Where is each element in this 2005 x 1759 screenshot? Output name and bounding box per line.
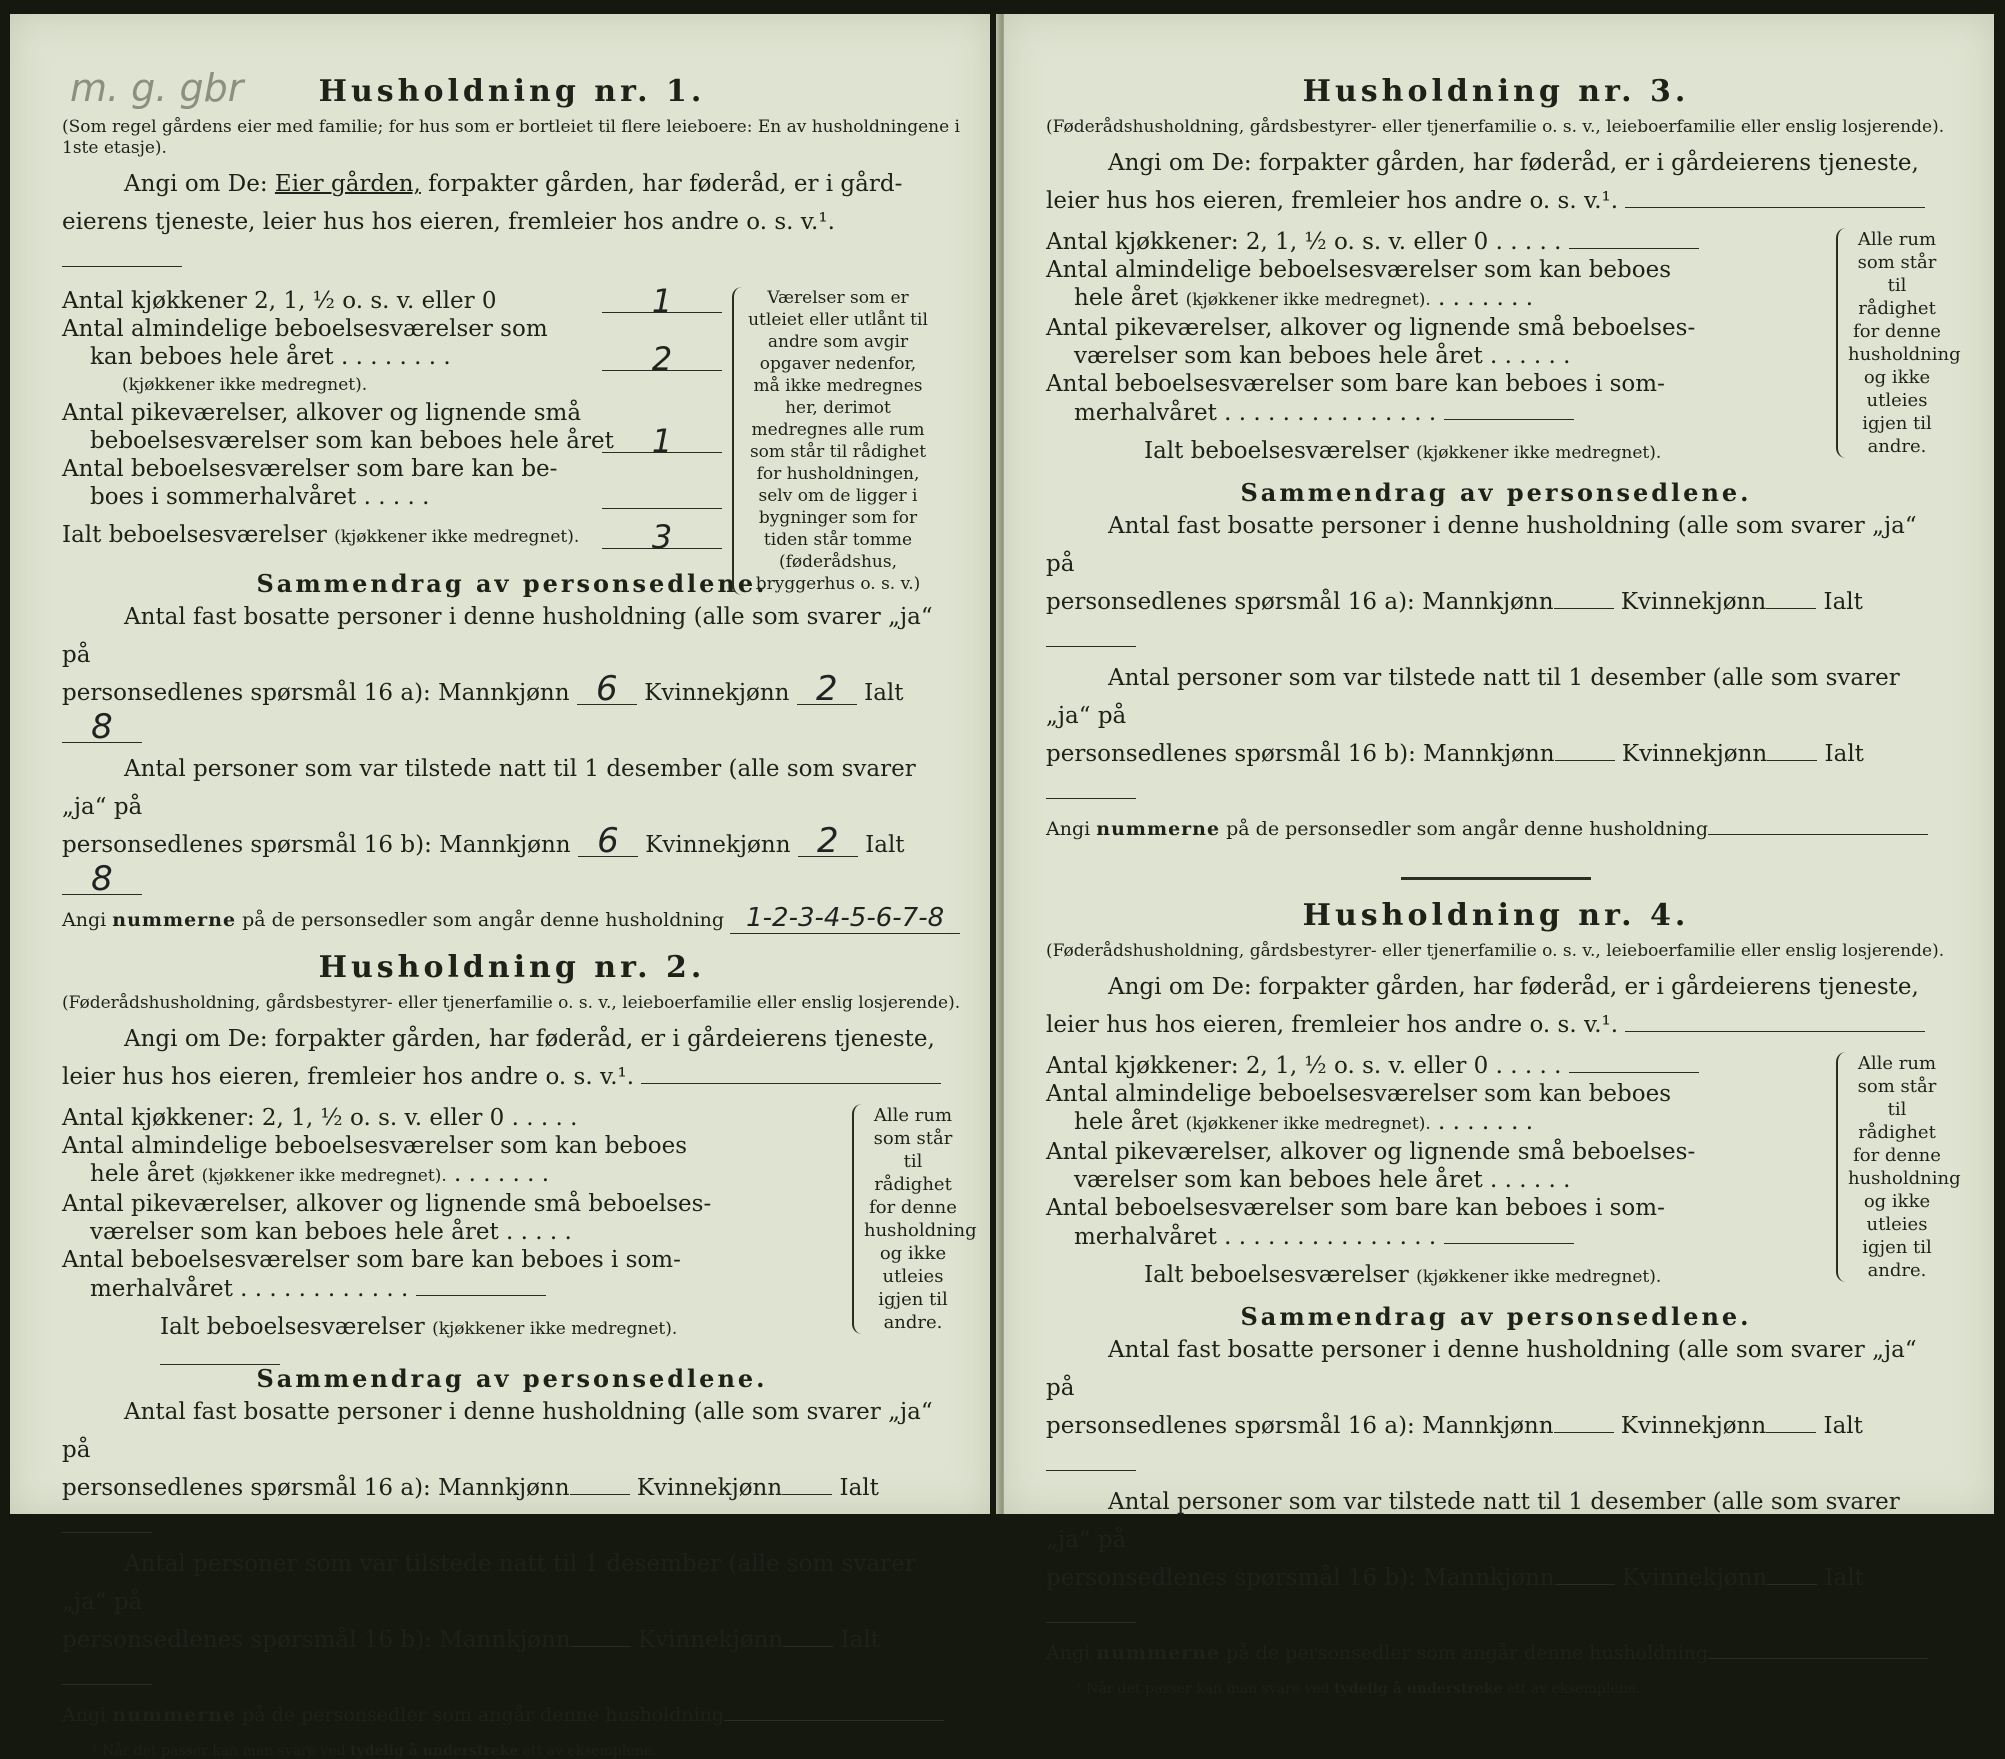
nummerne-row-1: Angi nummerne på de personsedler som angår denne husholdning 1-2-3-4-5-6-7-8	[62, 902, 962, 938]
household-2-side-note: Alle rum som står til rådighet for denne husholdning og ikke utleies igjen til andre.	[852, 1104, 962, 1334]
footnote-left: ¹ Når det passer kan man svare ved tydelig å understreke ett av eksemplene.	[92, 1743, 657, 1759]
household-3-rooms: Antal kjøkkener: 2, 1, ½ o. s. v. eller 0 . . . . . Antal almindelige beboelsesværelser som kan beboes hele året (kjøkkener ikke medregnet). . . . . . . . Antal pikeværelser, alkover og lignende små beboelses- værelser som kan beboes hele året . . . . . . Antal beboelsesværelser som bare kan beboes i som- merhalvåret . . . . . . . . . . . . . . . Ialt beboelsesværelser (kjøkkener ikke medregnet). Alle rum som står til rådighet for denne husholdning og ikke utleies igjen til andre.	[1046, 229, 1961, 464]
sommer-row: Antal beboelsesværelser som bare kan be- boes i sommerhalvåret . . . . .	[62, 455, 722, 511]
section-separator	[1401, 877, 1591, 880]
fast-row-1: personsedlenes spørsmål 16 a): Mannkjønn 6 Kvinnekjønn 2 Ialt 8	[62, 669, 904, 747]
household-2: Husholdning nr. 2. (Føderådshusholdning, gårdsbestyrer- eller tjenerfamilie o. s. v., leieboerfamilie eller enslig losjerende). Angi om De: forpakter gården, har føderåd, er i gårdeierens tjeneste, leier hus hos eieren, fremleier hos andre o. s. v.¹. Antal kjøkkener: 2, 1, ½ o. s. v. eller 0 . . . . . Antal almindelige beboelsesværelser som kan beboes hele året (kjøkkener ikke medregnet). . . . . . . . Antal pikeværelser, alkover og lignende små beboelses- værelser som kan beboes hele året . . . . . Antal beboelsesværelser som bare kan beboes i som- merhalvåret . . . . . . . . . . . . Ialt beboelsesværelser (kjøkkener ikke medregnet). Alle rum som står til rådighet for denne husholdning og ikke utleies igjen til andre. Sammendrag av personsedlene. Antal fast bosatte personer i denne husholdning (alle som svarer „ja“ på personsedlenes spørsmål 16 a): Mannkjønn Kvinnekjønn Ialt Antal personer som var tilstede natt til 1 desember (alle som svarer „ja“ på personsedlenes spørsmål 16 b): Mannkjønn Kvinnekjønn Ialt Angi nummerne på de personsedler som angår denne husholdning ¹ Når det passer kan man svare ved tydelig å understreke ett av eksemplene.	[62, 950, 977, 1759]
natt-ialt-value: 8	[62, 864, 142, 895]
fast-kvinne-value: 2	[797, 674, 857, 705]
nummerne-value: 1-2-3-4-5-6-7-8	[730, 903, 960, 934]
household-3-title: Husholdning nr. 3.	[1302, 74, 1690, 109]
household-4-side-note: Alle rum som står til rådighet for denne husholdning og ikke utleies igjen til andre.	[1836, 1052, 1946, 1282]
angi-label: Angi om De:	[124, 171, 268, 197]
household-1-side-note: Værelser som er utleiet eller utlånt til andre som avgir opgaver nedenfor, må ikke medregnes her, derimot medregnes alle rum som står til rådighet for husholdningen, selv om de ligger i bygninger som for tiden står tomme (føderådshus, bryggerhus o. s. v.)	[732, 287, 932, 595]
eier-option-underlined: Eier gården,	[274, 171, 421, 197]
right-page	[1004, 14, 1994, 1697]
household-4-title: Husholdning nr. 4.	[1302, 898, 1690, 933]
household-4: Husholdning nr. 4. (Føderådshusholdning, gårdsbestyrer- eller tjenerfamilie o. s. v., leieboerfamilie eller enslig losjerende). Angi om De: forpakter gården, har føderåd, er i gårdeierens tjeneste, leier hus hos eieren, fremleier hos andre o. s. v.¹. Antal kjøkkener: 2, 1, ½ o. s. v. eller 0 . . . . . Antal almindelige beboelsesværelser som kan beboes hele året (kjøkkener ikke medregnet). . . . . . . . Antal pikeværelser, alkover og lignende små beboelses- værelser som kan beboes hele året . . . . . . Antal beboelsesværelser som bare kan beboes i som- merhalvåret . . . . . . . . . . . . . . . Ialt beboelsesværelser (kjøkkener ikke medregnet). Alle rum som står til rådighet for denne husholdning og ikke utleies igjen til andre. Sammendrag av personsedlene. Antal fast bosatte personer i denne husholdning (alle som svarer „ja“ på personsedlenes spørsmål 16 a): Mannkjønn Kvinnekjønn Ialt Antal personer som var tilstede natt til 1 desember (alle som svarer „ja“ på personsedlenes spørsmål 16 b): Mannkjønn Kvinnekjønn Ialt Angi nummerne på de personsedler som angår denne husholdning ¹ Når det passer kan man svare ved tydelig å understreke ett av eksemplene.	[1046, 898, 1961, 1697]
ialt-rooms-value: 3	[651, 518, 673, 556]
kjokken-value: 1	[651, 282, 673, 320]
household-2-rooms: Antal kjøkkener: 2, 1, ½ o. s. v. eller 0 . . . . . Antal almindelige beboelsesværelser som kan beboes hele året (kjøkkener ikke medregnet). . . . . . . . Antal pikeværelser, alkover og lignende små beboelses- værelser som kan beboes hele året . . . . . Antal beboelsesværelser som bare kan beboes i som- merhalvåret . . . . . . . . . . . . Ialt beboelsesværelser (kjøkkener ikke medregnet). Alle rum som står til rådighet for denne husholdning og ikke utleies igjen til andre.	[62, 1104, 962, 1344]
household-1-angi	[62, 165, 962, 203]
sum-title-1: Sammendrag av personsedlene.	[256, 569, 768, 598]
household-1-angi-line2: eierens tjeneste, leier hus hos eieren, fremleier hos andre o. s. v.¹.	[62, 203, 962, 279]
natt-kvinne-value: 2	[798, 826, 858, 857]
natt-row-1: personsedlenes spørsmål 16 b): Mannkjønn 6 Kvinnekjønn 2 Ialt 8	[62, 821, 905, 899]
pike-value: 1	[651, 422, 673, 460]
household-3: Husholdning nr. 3. (Føderådshusholdning, gårdsbestyrer- eller tjenerfamilie o. s. v., leieboerfamilie eller enslig losjerende). Angi om De: forpakter gården, har føderåd, er i gårdeierens tjeneste, leier hus hos eieren, fremleier hos andre o. s. v.¹. Antal kjøkkener: 2, 1, ½ o. s. v. eller 0 . . . . . Antal almindelige beboelsesværelser som kan beboes hele året (kjøkkener ikke medregnet). . . . . . . . Antal pikeværelser, alkover og lignende små beboelses- værelser som kan beboes hele året . . . . . . Antal beboelsesværelser som bare kan beboes i som- merhalvåret . . . . . . . . . . . . . . . Ialt beboelsesværelser (kjøkkener ikke medregnet). Alle rum som står til rådighet for denne husholdning og ikke utleies igjen til andre. Sammendrag av personsedlene. Antal fast bosatte personer i denne husholdning (alle som svarer „ja“ på personsedlenes spørsmål 16 a): Mannkjønn Kvinnekjønn Ialt Antal personer som var tilstede natt til 1 desember (alle som svarer „ja“ på personsedlenes spørsmål 16 b): Mannkjønn Kvinnekjønn Ialt Angi nummerne på de personsedler som angår denne husholdning	[1046, 74, 1961, 840]
left-page	[10, 14, 990, 1759]
natt-mann-value: 6	[578, 826, 638, 857]
household-1-title: Husholdning nr. 1.	[318, 74, 706, 109]
fast-mann-value: 6	[577, 674, 637, 705]
alm-row: Antal almindelige beboelsesværelser som kan beboes hele året . . . . . . . . (kjøkkener ikke medregnet). 2	[62, 315, 722, 399]
household-1: Husholdning nr. 1. (Som regel gårdens eier med familie; for hus som er bortleiet til flere leieboere: En av husholdningene i 1ste etasje). Angi om De: Eier gården, forpakter gården, har føderåd, er i gård- eierens tjeneste, leier hus hos eieren, fremleier hos andre o. s. v.¹. Antal kjøkkener 2, 1, ½ o. s. v. eller 0 1 Antal almindelige beboelsesværelser som kan beboes hele året . . . . . . . . (kjøkkener ikke medregnet). 2 Antal pikeværelser, alkover og lignende små beboelsesværelser som kan beboes hele året 1 Antal beboelsesværelser som bare kan be- boes i sommerhalvåret . . . . . Ialt beboelsesværelser (kjøkkener ikke medregnet). 3 Værelser som er utleiet eller utlånt til andre som avgir opgaver nedenfor, må ikke medregnes her, derimot medregnes alle rum som står til rådighet for husholdningen, selv om de ligger i bygninger som for tiden står tomme (føderådshus, bryggerhus o. s. v.) Sammendrag av personsedlene. Antal fast bosatte personer i denne husholdning (alle som svarer „ja“ på personsedlenes spørsmål 16 a): Mannkjønn 6 Kvinnekjønn 2 Ialt 8 Antal personer som var tilstede natt til 1 desember (alle som svarer „ja“ på personsedlenes spørsmål 16 b): Mannkjønn 6 Kvinnekjønn 2 Ialt 8 Angi nummerne på de personsedler som angår denne husholdning 1-2-3-4-5-6-7-8	[62, 74, 962, 938]
pike-row: Antal pikeværelser, alkover og lignende små beboelsesværelser som kan beboes hele året 1	[62, 399, 722, 455]
household-4-rooms: Antal kjøkkener: 2, 1, ½ o. s. v. eller 0 . . . . . Antal almindelige beboelsesværelser som kan beboes hele året (kjøkkener ikke medregnet). . . . . . . . Antal pikeværelser, alkover og lignende små beboelses- værelser som kan beboes hele året . . . . . . Antal beboelsesværelser som bare kan beboes i som- merhalvåret . . . . . . . . . . . . . . . Ialt beboelsesværelser (kjøkkener ikke medregnet). Alle rum som står til rådighet for denne husholdning og ikke utleies igjen til andre.	[1046, 1053, 1961, 1288]
household-3-side-note: Alle rum som står til rådighet for denne husholdning og ikke utleies igjen til andre.	[1836, 228, 1946, 458]
ialt-rooms-row: Ialt beboelsesværelser (kjøkkener ikke medregnet). 3	[62, 521, 722, 551]
alm-value: 2	[651, 340, 673, 378]
pencil-note: m. g. gbr	[70, 66, 244, 110]
angi-rest: forpakter gården, har føderåd, er i gård-	[428, 171, 903, 197]
kjokken-row: Antal kjøkkener 2, 1, ½ o. s. v. eller 0 1	[62, 287, 722, 315]
footnote-right: ¹ Når det passer kan man svare ved tydelig å understreke ett av eksemplene.	[1076, 1681, 1641, 1697]
household-2-title: Husholdning nr. 2.	[318, 950, 706, 985]
household-1-note: (Som regel gårdens eier med familie; for hus som er bortleiet til flere leieboere: En av husholdningene i 1ste etasje).	[62, 117, 960, 158]
fast-ialt-value: 8	[62, 712, 142, 743]
